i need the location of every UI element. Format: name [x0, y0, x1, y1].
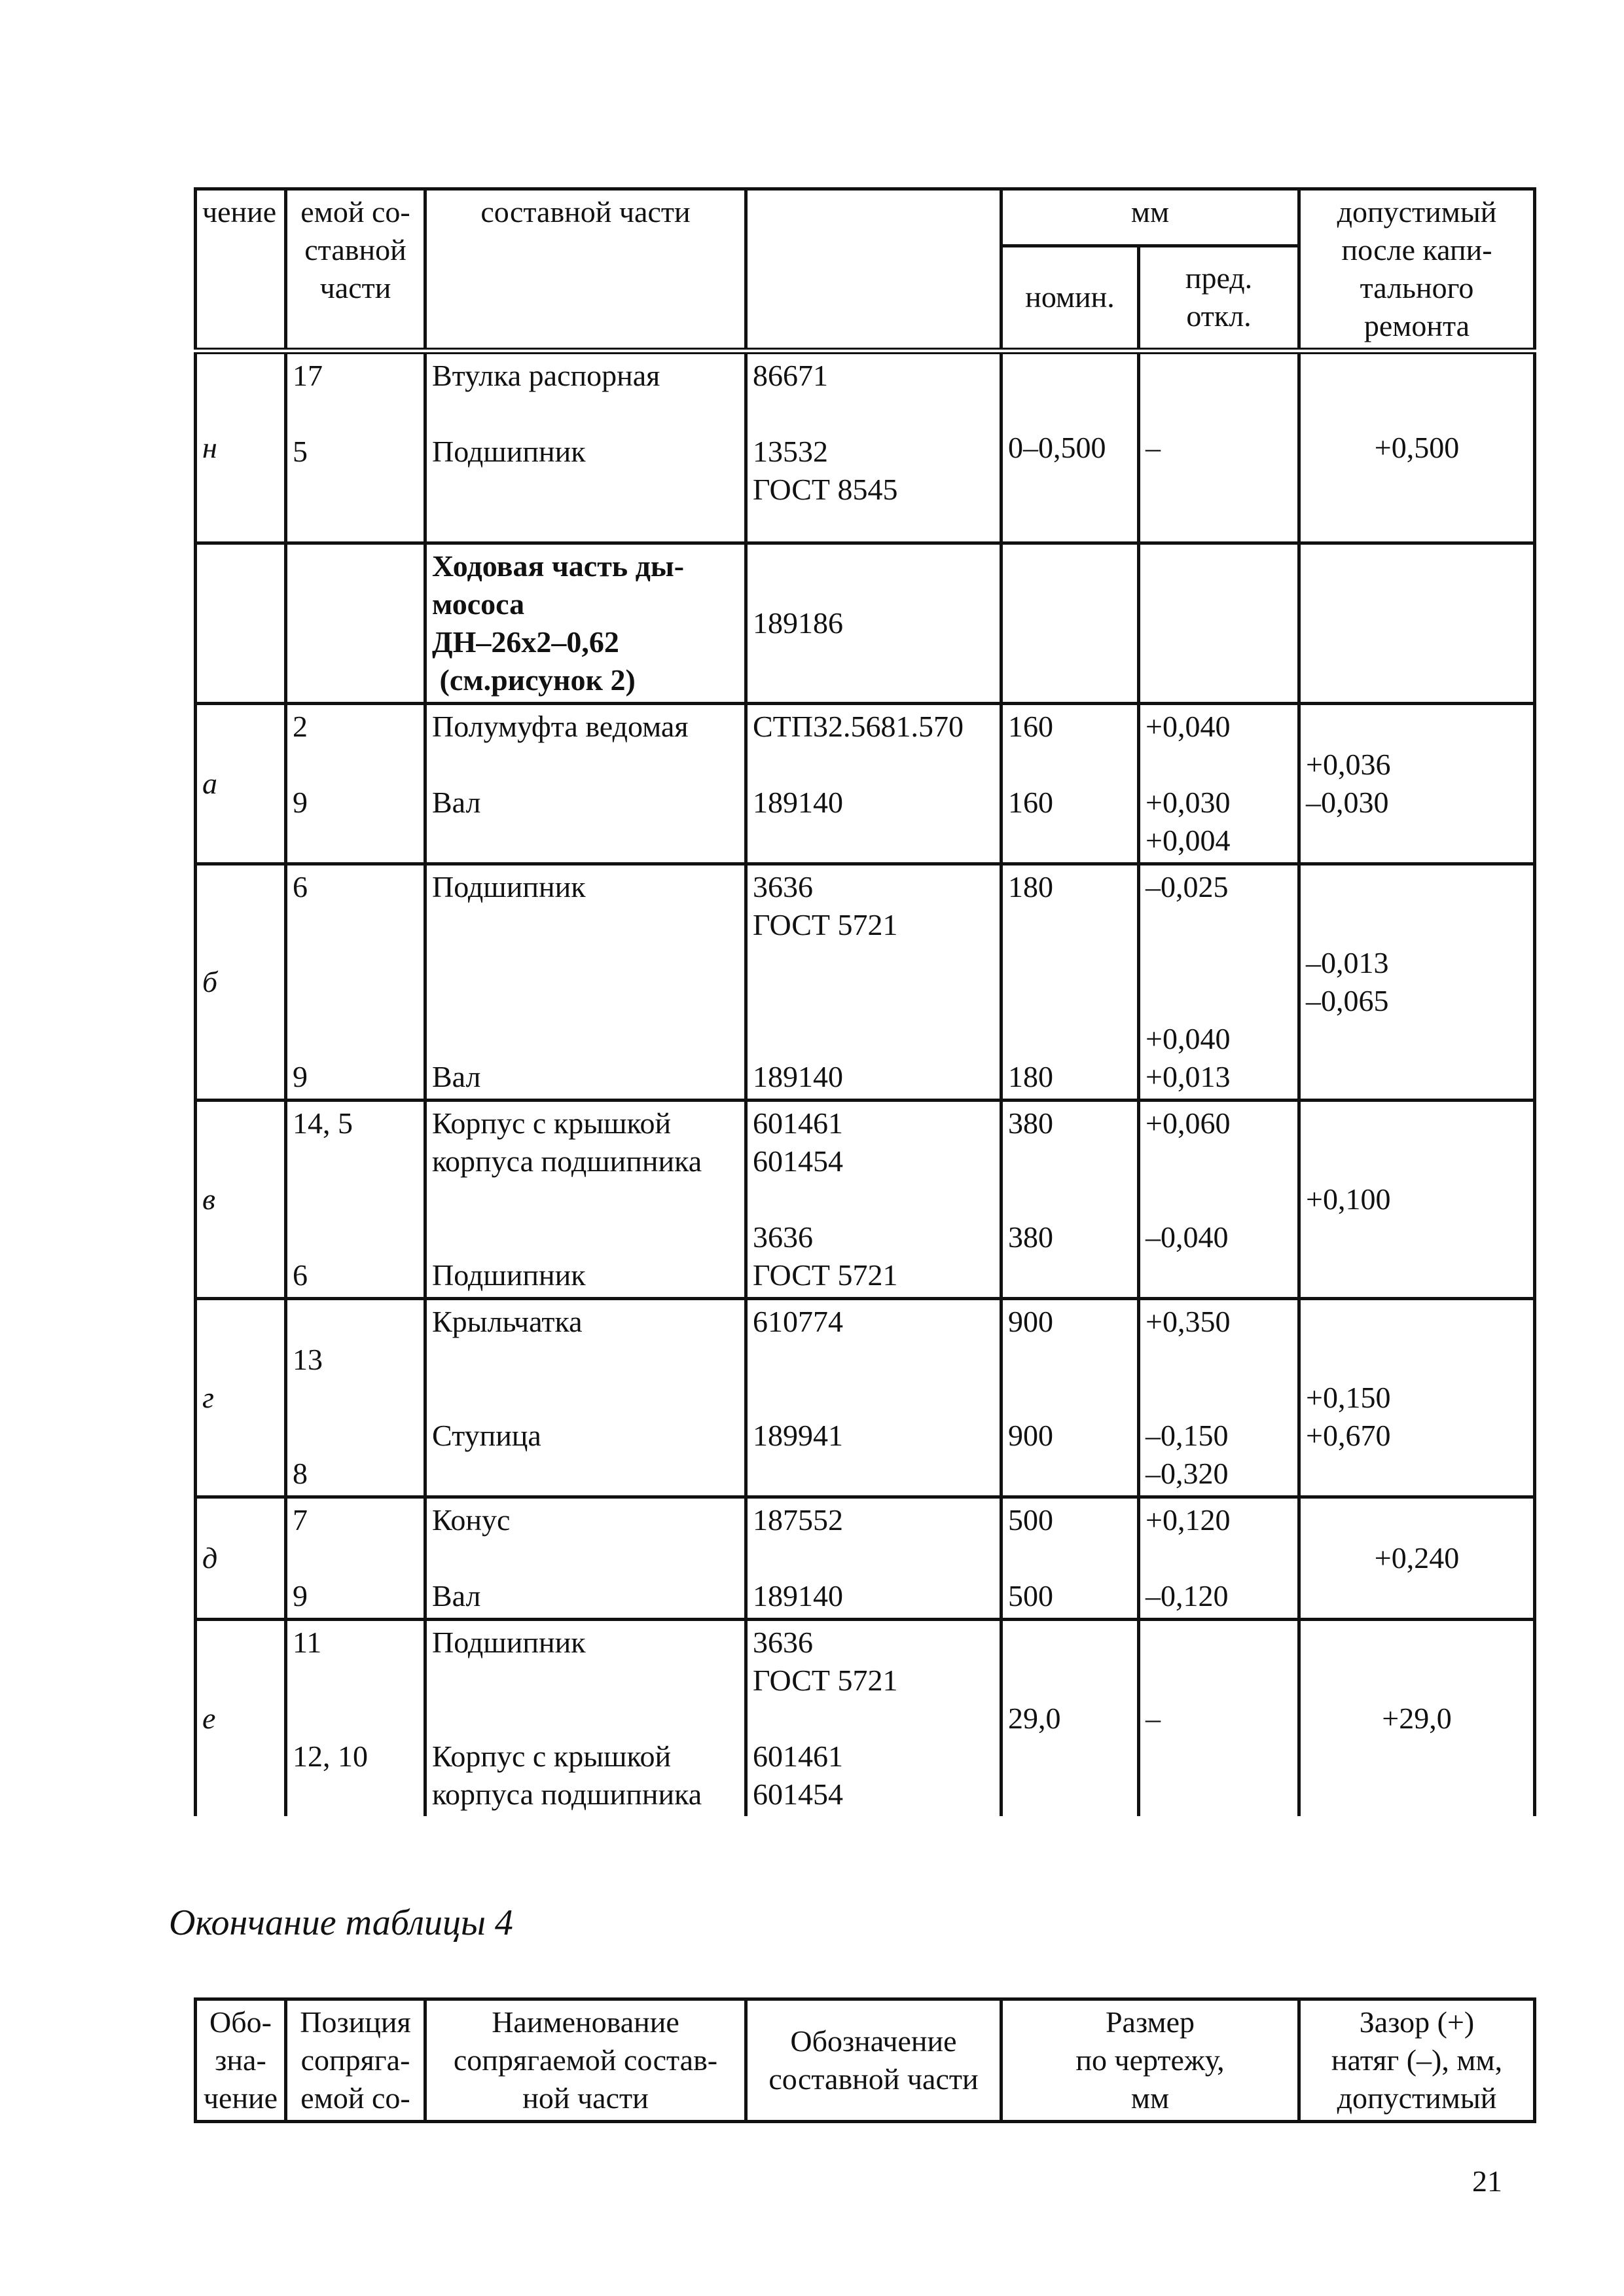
designation-cell: 86671 13532 ГОСТ 8545	[746, 351, 1001, 543]
position-cell: 2 9	[286, 703, 425, 864]
end-table-header-row	[196, 1999, 1535, 2122]
gap-cell: +0,150 +0,670	[1299, 1298, 1535, 1497]
table-header-row	[196, 189, 1535, 246]
designation-cell: 3636 ГОСТ 5721 601461 601454	[746, 1619, 1001, 1816]
nominal-cell: 160 160	[1001, 703, 1139, 864]
mark-cell: в	[196, 1100, 286, 1298]
header-cell-deviation: пред. откл.	[1139, 246, 1299, 351]
end-header-cell-mark: Обо- зна- чение	[196, 1999, 286, 2122]
position-cell: 11 12, 10	[286, 1619, 425, 1816]
mark-cell: а	[196, 703, 286, 864]
gap-cell: +29,0	[1299, 1619, 1535, 1816]
page-number: 21	[1472, 2164, 1502, 2198]
nominal-cell: 29,0	[1001, 1619, 1139, 1816]
nominal-cell: 500 500	[1001, 1497, 1139, 1619]
designation-cell: 610774 189941	[746, 1298, 1001, 1497]
header-cell-gap: допустимый после капи- тального ремонта	[1299, 189, 1535, 352]
section-title-cell: Ходовая часть ды- мососа ДН–26х2–0,62 (см.рисунок 2)	[425, 543, 746, 703]
deviation-cell: +0,060 –0,040	[1139, 1100, 1299, 1298]
designation-cell: 3636 ГОСТ 5721 189140	[746, 864, 1001, 1100]
mark-cell: б	[196, 864, 286, 1100]
table-row	[196, 1100, 1535, 1298]
end-header-cell-position: Позиция сопряга- емой со-	[286, 1999, 425, 2122]
position-cell: 13 8	[286, 1298, 425, 1497]
end-table-header	[194, 1997, 1536, 2123]
header-cell-designation	[746, 189, 1001, 352]
designation-cell: СТП32.5681.570 189140	[746, 703, 1001, 864]
nominal-cell: 0–0,500	[1001, 351, 1139, 543]
gap-cell: +0,500	[1299, 351, 1535, 543]
deviation-cell: –	[1139, 351, 1299, 543]
name-cell: Подшипник Вал	[425, 864, 746, 1100]
nominal-cell: 380 380	[1001, 1100, 1139, 1298]
position-cell: 17 5	[286, 351, 425, 543]
mark-cell: е	[196, 1619, 286, 1816]
end-header-cell-gap: Зазор (+) натяг (–), мм, допустимый	[1299, 1999, 1535, 2122]
position-cell	[286, 543, 425, 703]
header-cell-nominal: номин.	[1001, 246, 1139, 351]
name-cell: Подшипник Корпус с крышкой корпуса подшипника	[425, 1619, 746, 1816]
table-row	[196, 1619, 1535, 1816]
continuation-title: Окончание таблицы 4	[169, 1903, 513, 1943]
end-header-cell-size: Размер по чертежу, мм	[1001, 1999, 1299, 2122]
gap-cell: +0,100	[1299, 1100, 1535, 1298]
nominal-cell: 180 180	[1001, 864, 1139, 1100]
end-header-cell-designation: Обозначение составной части	[746, 1999, 1001, 2122]
mark-cell: г	[196, 1298, 286, 1497]
gap-cell: +0,240	[1299, 1497, 1535, 1619]
position-cell: 14, 5 6	[286, 1100, 425, 1298]
table-row-section	[196, 543, 1535, 703]
header-cell-name: составной части	[425, 189, 746, 352]
designation-cell: 601461 601454 3636 ГОСТ 5721	[746, 1100, 1001, 1298]
nominal-cell	[1001, 543, 1139, 703]
name-cell: Полумуфта ведомая Вал	[425, 703, 746, 864]
designation-cell: 189186	[746, 543, 1001, 703]
deviation-cell: –	[1139, 1619, 1299, 1816]
name-cell: Втулка распорная Подшипник	[425, 351, 746, 543]
header-cell-size-group: мм	[1001, 189, 1299, 246]
table-row	[196, 1497, 1535, 1619]
deviation-cell: +0,040 +0,030 +0,004	[1139, 703, 1299, 864]
table-row	[196, 703, 1535, 864]
gap-cell: +0,036 –0,030	[1299, 703, 1535, 864]
nominal-cell: 900 900	[1001, 1298, 1139, 1497]
name-cell: Крыльчатка Ступица	[425, 1298, 746, 1497]
deviation-cell: +0,350 –0,150 –0,320	[1139, 1298, 1299, 1497]
mark-cell	[196, 543, 286, 703]
position-cell: 7 9	[286, 1497, 425, 1619]
header-cell-mark: чение	[196, 189, 286, 352]
header-cell-position: емой со- ставной части	[286, 189, 425, 352]
deviation-cell: –0,025 +0,040 +0,013	[1139, 864, 1299, 1100]
table-row	[196, 1298, 1535, 1497]
mark-cell: д	[196, 1497, 286, 1619]
deviation-cell	[1139, 543, 1299, 703]
mark-cell: н	[196, 351, 286, 543]
deviation-cell: +0,120 –0,120	[1139, 1497, 1299, 1619]
designation-cell: 187552 189140	[746, 1497, 1001, 1619]
gap-cell: –0,013 –0,065	[1299, 864, 1535, 1100]
end-header-cell-name: Наименование сопрягаемой состав- ной части	[425, 1999, 746, 2122]
main-table	[194, 187, 1536, 1816]
name-cell: Корпус с крышкой корпуса подшипника Подшипник	[425, 1100, 746, 1298]
table-row	[196, 864, 1535, 1100]
position-cell: 6 9	[286, 864, 425, 1100]
gap-cell	[1299, 543, 1535, 703]
name-cell: Конус Вал	[425, 1497, 746, 1619]
table-row	[196, 351, 1535, 543]
